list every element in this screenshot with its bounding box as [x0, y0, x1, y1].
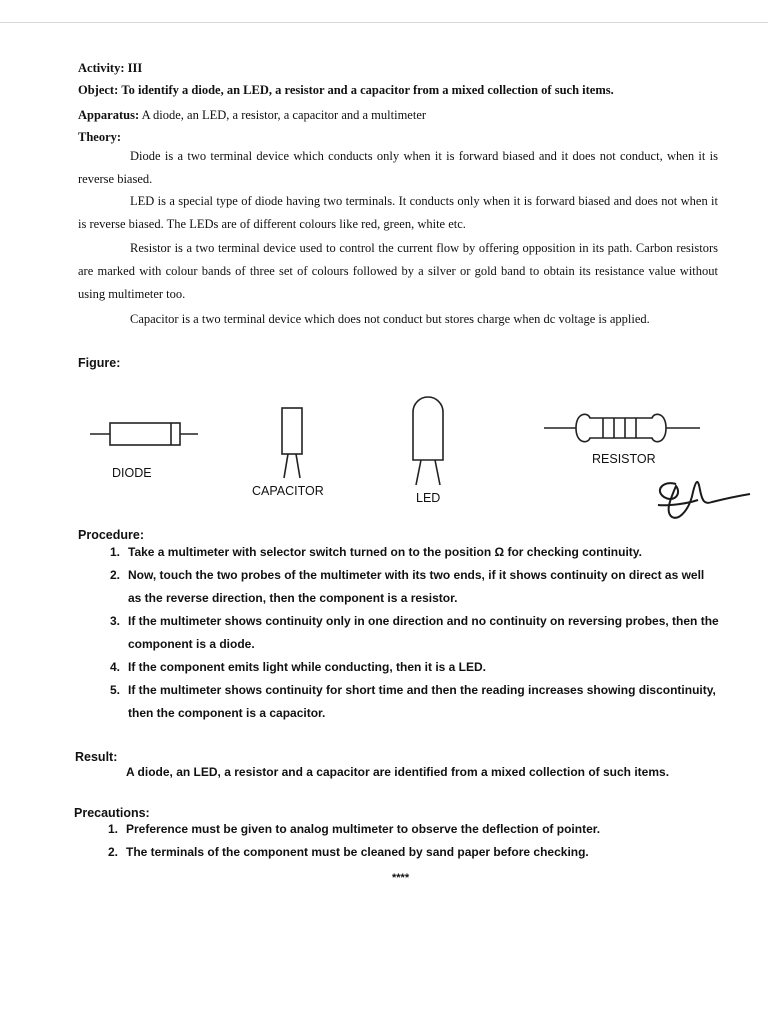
- list-item: 2. The terminals of the component must be cleaned by sand paper before checking.: [107, 845, 589, 859]
- object-label: Object:: [78, 83, 119, 97]
- theory-capacitor: Capacitor is a two terminal device which does not conduct but stores charge when dc voltage is applied.: [130, 312, 650, 326]
- precautions-heading: Precautions:: [74, 806, 150, 820]
- resistor-symbol: [544, 414, 700, 441]
- list-item: 2. Now, touch the two probes of the multimeter with its two ends, if it shows continuity on direct as well as the reverse direction, then the component is a resistor.: [109, 568, 705, 605]
- procedure-list: [100, 541, 720, 725]
- result-text: A diode, an LED, a resistor and a capacitor are identified from a mixed collection of such items.: [126, 765, 670, 779]
- list-item: 3. If the multimeter shows continuity only in one direction and no continuity on reversing probes, then the component is a diode.: [109, 614, 719, 651]
- capacitor-label: CAPACITOR: [252, 484, 324, 498]
- result-heading: Result:: [75, 750, 118, 764]
- theory-diode: Diode is a two terminal device which conducts only when it is forward biased and it does not conduct, when it is reverse biased.: [78, 149, 718, 186]
- diode-label: DIODE: [112, 466, 152, 480]
- list-item: 5. If the multimeter shows continuity for short time and then the reading increases showing discontinuity, then the component is a capacitor.: [109, 683, 716, 720]
- apparatus-value: A diode, an LED, a resistor, a capacitor and a multimeter: [141, 108, 427, 122]
- theory-led: LED is a special type of diode having two terminals. It conducts only when it is forward biased and does not when it is reverse biased. The LEDs are of different colours like red, green, white etc.: [78, 194, 718, 231]
- precautions-list: [98, 818, 718, 864]
- resistor-label: RESISTOR: [592, 452, 656, 466]
- led-symbol: [413, 397, 443, 485]
- end-mark: ****: [392, 872, 410, 884]
- object-value: To identify a diode, an LED, a resistor and a capacitor from a mixed collection of such items.: [121, 83, 614, 97]
- list-item: 4. If the component emits light while conducting, then it is a LED.: [109, 660, 487, 674]
- procedure-heading: Procedure:: [78, 528, 144, 542]
- diode-symbol: [90, 423, 198, 445]
- activity-value: III: [127, 61, 143, 75]
- list-item: 1. Preference must be given to analog multimeter to observe the deflection of pointer.: [107, 822, 601, 836]
- theory-resistor: Resistor is a two terminal device used to control the current flow by offering opposition in its path. Carbon resistors are marked with colour bands of three set of colours followed by a silver or gold band to obtain its resistance value without using multimeter too.: [78, 241, 718, 301]
- led-label: LED: [416, 491, 441, 505]
- activity-label: Activity:: [78, 61, 125, 75]
- theory-heading: Theory:: [78, 130, 122, 144]
- capacitor-symbol: [282, 408, 302, 478]
- apparatus-label: Apparatus:: [78, 108, 140, 122]
- signature: [658, 482, 750, 518]
- figure-heading: Figure:: [78, 356, 121, 370]
- list-item: 1. Take a multimeter with selector switch turned on to the position Ω for checking continuity.: [109, 545, 642, 559]
